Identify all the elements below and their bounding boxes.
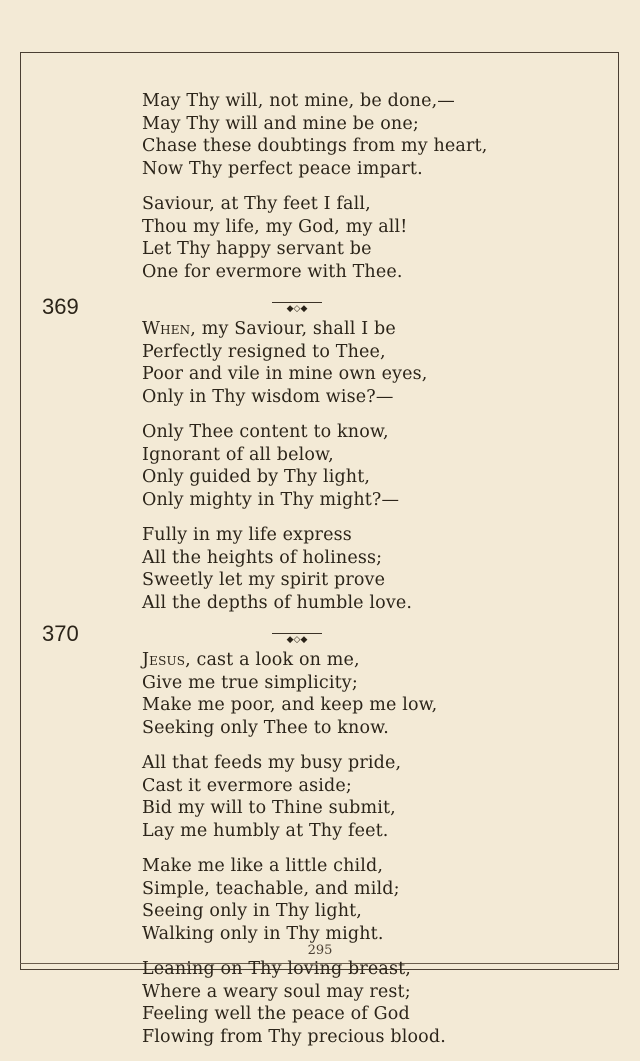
verse-line: Make me like a little child, <box>142 856 384 876</box>
hymn-text <box>42 90 488 1061</box>
verse-line: Lay me humbly at Thy feet. <box>142 820 389 841</box>
stanza <box>142 90 488 180</box>
verse-line: Thou my life, my God, my all! <box>142 216 408 237</box>
verse-line: Cast it evermore aside; <box>142 775 352 796</box>
verse-line: All the heights of holiness; <box>142 547 383 568</box>
stanza <box>142 752 482 842</box>
verse-line: Where a weary soul may rest; <box>142 981 411 1002</box>
verse-line: Chase these doubtings from my heart, <box>142 136 488 156</box>
verse-line: Poor and vile in mine own eyes, <box>142 364 428 384</box>
stanza <box>142 193 482 283</box>
verse-line <box>142 318 482 341</box>
verse-line: Bid my will to Thine submit, <box>142 798 396 818</box>
stanza <box>142 421 482 511</box>
stanza <box>142 958 482 1048</box>
verse-line: Fully in my life express <box>142 525 352 545</box>
hymn-number: 370 <box>42 621 79 646</box>
verse-line: Only Thee content to know, <box>142 422 389 442</box>
ornament-divider: ◆◇◆ <box>272 296 322 308</box>
verse-line: Saviour, at Thy feet I fall, <box>142 194 371 214</box>
hymn-369 <box>42 294 482 614</box>
verse-line: Seeing only in Thy light, <box>142 901 363 921</box>
verse-line: Only guided by Thy light, <box>142 467 371 487</box>
ornament-divider: ◆◇◆ <box>272 627 322 639</box>
verse-line: Simple, teachable, and mild; <box>142 878 400 899</box>
hymn-370 <box>42 621 482 1048</box>
verse-line: All the depths of humble love. <box>142 592 413 613</box>
stanza <box>142 855 482 945</box>
verse-line: One for evermore with Thee. <box>142 261 403 282</box>
verse-line: Now Thy perfect peace impart. <box>142 158 423 179</box>
verse-line: Feeling well the peace of God <box>142 1004 410 1024</box>
verse-line: Give me true simplicity; <box>142 672 358 693</box>
first-line-text: cast a look on me, <box>190 650 360 670</box>
page-number: 295 <box>307 943 333 958</box>
verse-line: Perfectly resigned to Thee, <box>142 341 386 362</box>
verse-line: Let Thy happy servant be <box>142 239 372 259</box>
stanza <box>142 524 482 614</box>
opening-word: When, <box>142 319 197 339</box>
verse-line: Walking only in Thy might. <box>142 923 384 944</box>
verse-line: Flowing from Thy precious blood. <box>142 1026 446 1047</box>
verse-line: Seeking only Thee to know. <box>142 717 389 738</box>
verse-line: Sweetly let my spirit prove <box>142 570 386 590</box>
first-line-text: my Saviour, shall I be <box>196 319 396 339</box>
verse-line: Only mighty in Thy might?— <box>142 489 400 510</box>
opening-word: Jesus, <box>142 650 191 670</box>
verse-line: Leaning on Thy loving breast, <box>142 959 412 979</box>
stanza <box>142 649 482 739</box>
verse-line: Make me poor, and keep me low, <box>142 695 438 715</box>
stanza <box>142 318 482 408</box>
verse-line: Only in Thy wisdom wise?— <box>142 386 394 407</box>
verse-line: May Thy will and mine be one; <box>142 113 419 134</box>
verse-line <box>142 649 482 672</box>
verse-line: All that feeds my busy pride, <box>142 753 402 773</box>
verse-line: May Thy will, not mine, be done,— <box>142 91 455 111</box>
hymn-number: 369 <box>42 294 79 319</box>
verse-line: Ignorant of all below, <box>142 444 334 465</box>
